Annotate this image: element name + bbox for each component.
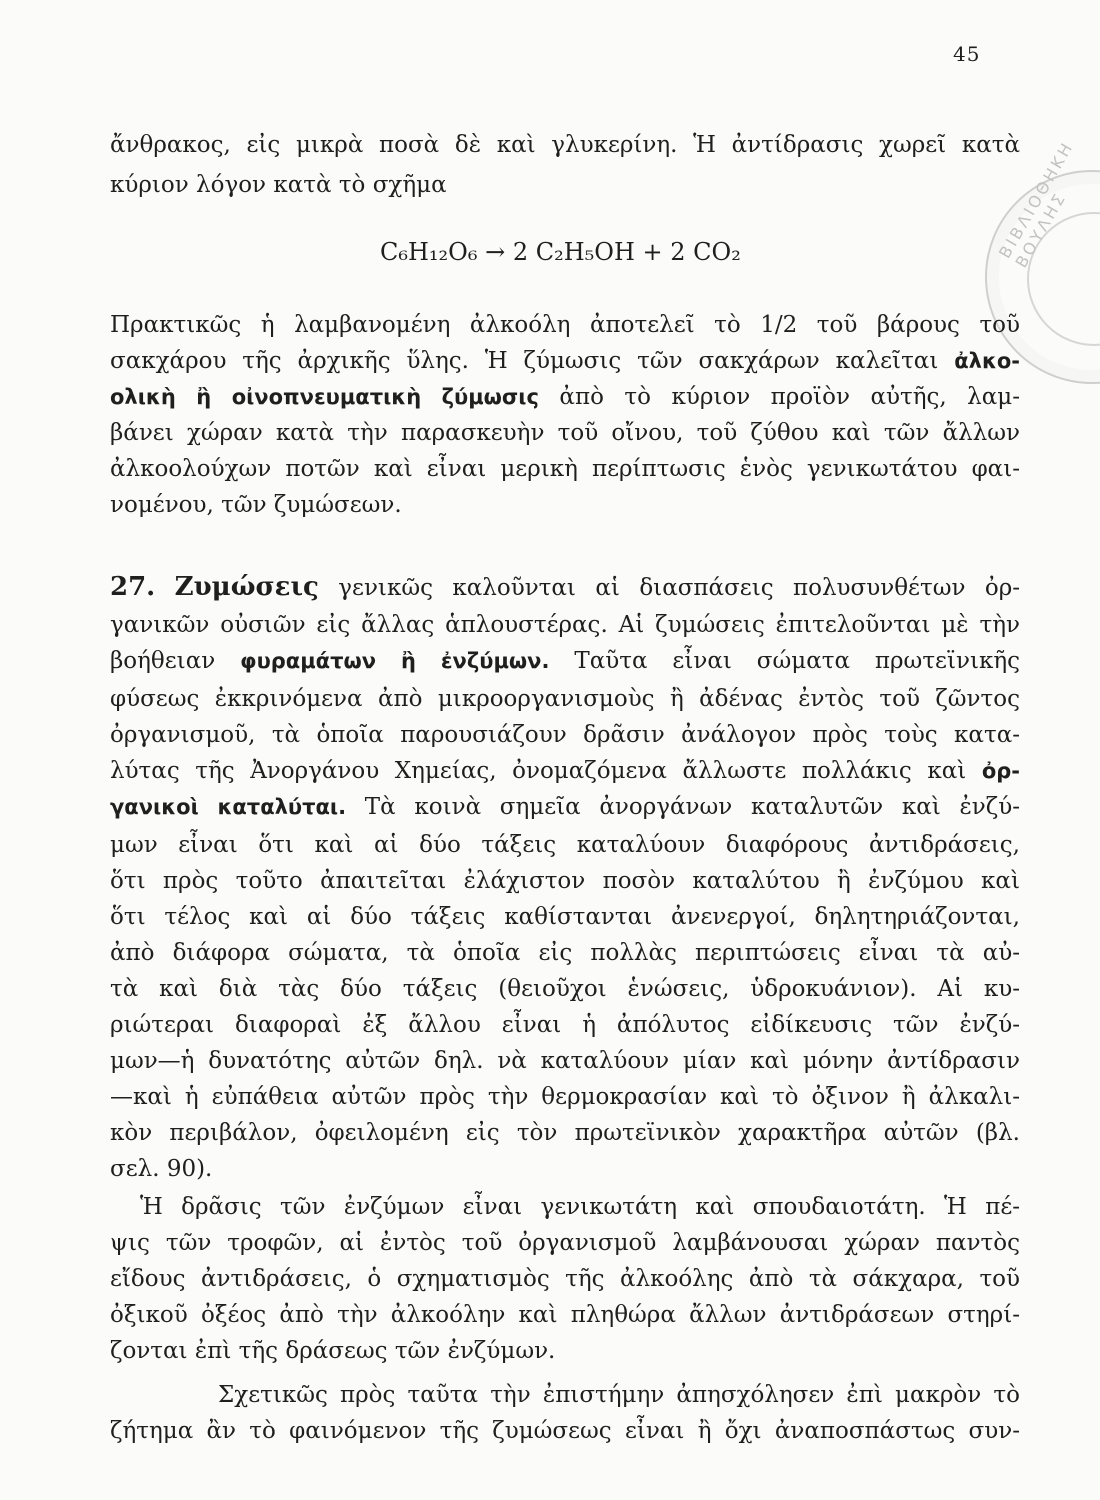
text-line: φύσεως ἐκκρινόμενα ἀπὸ μικροοργανισμοὺς ἢ ἀδένας ἐντὸς τοῦ ζῶντος xyxy=(110,686,1020,712)
text-line xyxy=(110,756,1020,786)
text-line: Ἡ δρᾶσις τῶν ἐνζύμων εἶναι γενικωτάτη καὶ σπουδαιοτάτη. Ἡ πέ- xyxy=(140,1194,1020,1220)
text-line: ἄνθρακος, εἰς μικρὰ ποσὰ δὲ καὶ γλυκερίνη. Ἡ ἀντίδρασις χωρεῖ κατὰ xyxy=(110,132,1020,158)
text-line: γανικῶν οὐσιῶν εἰς ἄλλας ἁπλουστέρας. Αἱ ζυμώσεις ἐπιτελοῦνται μὲ τὴν xyxy=(110,612,1020,638)
line-text: γενικῶς καλοῦνται αἱ διασπάσεις πολυσυνθέτων ὀρ- xyxy=(338,575,1020,601)
bold-term: ολικὴ ἢ οἰνοπνευματικὴ ζύμωσις xyxy=(110,385,539,409)
text-line: ζονται ἐπὶ τῆς δράσεως τῶν ἐνζύμων. xyxy=(110,1338,556,1364)
text-line: ψις τῶν τροφῶν, αἱ ἐντὸς τοῦ ὀργανισμοῦ λαμβάνουσαι χώραν παντὸς xyxy=(110,1230,1020,1256)
line-text: Ταῦτα εἶναι σώματα πρωτεϊνικῆς xyxy=(574,648,1021,674)
text-line xyxy=(110,792,1020,822)
page-number: 45 xyxy=(953,42,981,66)
text-line: ὀξικοῦ ὀξέος ἀπὸ τὴν ἀλκοόλην καὶ πληθώρα ἄλλων ἀντιδράσεων στηρί- xyxy=(110,1302,1020,1328)
text-line: μων εἶναι ὅτι καὶ αἱ δύο τάξεις καταλύουν διαφόρους ἀντιδράσεις, xyxy=(110,832,1020,858)
text-line: κύριον λόγον κατὰ τὸ σχῆμα xyxy=(110,172,447,198)
bold-term: ἀλκο- xyxy=(954,349,1021,373)
line-text: σακχάρου τῆς ἀρχικῆς ὕλης. Ἡ ζύμωσις τῶν σακχάρων καλεῖται xyxy=(110,348,939,374)
line-text: ἀπὸ τὸ κύριον προϊὸν αὐτῆς, λαμ- xyxy=(559,384,1021,410)
bold-term: ὀρ- xyxy=(981,759,1021,783)
bold-term: γανικοὶ καταλύται. xyxy=(110,795,347,819)
text-line: ὅτι τέλος καὶ αἱ δύο τάξεις καθίστανται ἀνενεργοί, δηλητηριάζονται, xyxy=(110,904,1020,930)
text-line xyxy=(110,346,1020,376)
text-line: Σχετικῶς πρὸς ταῦτα τὴν ἐπιστήμην ἀπησχόλησεν ἐπὶ μακρὸν τὸ xyxy=(218,1382,1020,1408)
section-heading-line xyxy=(110,572,1020,603)
text-line: ὅτι πρὸς τοῦτο ἀπαιτεῖται ἐλάχιστον ποσὸν καταλύτου ἢ ἐνζύμου καὶ xyxy=(110,868,1020,894)
text-line: ἀλκοολούχων ποτῶν καὶ εἶναι μερικὴ περίπτωσις ἑνὸς γενικωτάτου φαι- xyxy=(110,456,1020,482)
text-line: σελ. 90). xyxy=(110,1156,213,1182)
text-line: τὰ καὶ διὰ τὰς δύο τάξεις (θειοῦχοι ἑνώσεις, ὑδροκυάνιον). Αἱ κυ- xyxy=(110,976,1020,1002)
line-text: Τὰ κοινὰ σημεῖα ἀνοργάνων καταλυτῶν καὶ ἐνζύ- xyxy=(364,794,1020,820)
bold-term: φυραμάτων ἢ ἐνζύμων. xyxy=(240,649,550,673)
text-line: βάνει χώραν κατὰ τὴν παρασκευὴν τοῦ οἴνου, τοῦ ζύθου καὶ τῶν ἄλλων xyxy=(110,420,1020,446)
chemical-formula xyxy=(380,238,741,266)
text-line: ὀργανισμοῦ, τὰ ὁποῖα παρουσιάζουν δρᾶσιν ἀνάλογον πρὸς τοὺς κατα- xyxy=(110,722,1020,748)
text-line xyxy=(110,382,1020,412)
text-line: ριώτεραι διαφοραὶ ἐξ ἄλλου εἶναι ἡ ἀπόλυτος εἰδίκευσις τῶν ἐνζύ- xyxy=(110,1012,1020,1038)
formula-reactant: C₆H₁₂O₆ xyxy=(380,238,478,266)
text-line: κὸν περιβάλον, ὀφειλομένη εἰς τὸν πρωτεϊνικὸν χαρακτῆρα αὐτῶν (βλ. xyxy=(110,1120,1020,1146)
formula-arrow: → xyxy=(485,238,506,266)
line-text: λύτας τῆς Ἀνοργάνου Χημείας, ὀνομαζόμενα ἄλλωστε πολλάκις καὶ xyxy=(110,758,967,784)
text-line: —καὶ ἡ εὐπάθεια αὐτῶν πρὸς τὴν θερμοκρασίαν καὶ τὸ ὀξινον ἢ ἀλκαλι- xyxy=(110,1084,1020,1110)
text-line: μων—ἡ δυνατότης αὐτῶν δηλ. νὰ καταλύουν μίαν καὶ μόνην ἀντίδρασιν xyxy=(110,1048,1020,1074)
line-text: βοήθειαν xyxy=(110,648,216,674)
section-number: 27. xyxy=(110,572,156,602)
text-line: ζήτημα ἂν τὸ φαινόμενον τῆς ζυμώσεως εἶναι ἢ ὄχι ἀναποσπάστως συν- xyxy=(110,1418,1020,1444)
text-line: νομένου, τῶν ζυμώσεων. xyxy=(110,492,402,518)
section-title: Ζυμώσεις xyxy=(174,572,319,602)
text-line xyxy=(110,646,1020,676)
text-line: ἀπὸ διάφορα σώματα, τὰ ὁποῖα εἰς πολλὰς περιπτώσεις εἶναι τὰ αὐ- xyxy=(110,940,1020,966)
text-line: Πρακτικῶς ἡ λαμβανομένη ἀλκοόλη ἀποτελεῖ τὸ 1/2 τοῦ βάρους τοῦ xyxy=(110,312,1020,338)
formula-products: 2 C₂H₅OH + 2 CO₂ xyxy=(512,238,741,266)
stamp-text: ΒΙΒΛΙΟΘΗΚΗ ΒΟΥΛΗΣ xyxy=(995,137,1078,271)
text-line: εἴδους ἀντιδράσεις, ὁ σχηματισμὸς τῆς ἀλκοόλης ἀπὸ τὰ σάκχαρα, τοῦ xyxy=(110,1266,1020,1292)
